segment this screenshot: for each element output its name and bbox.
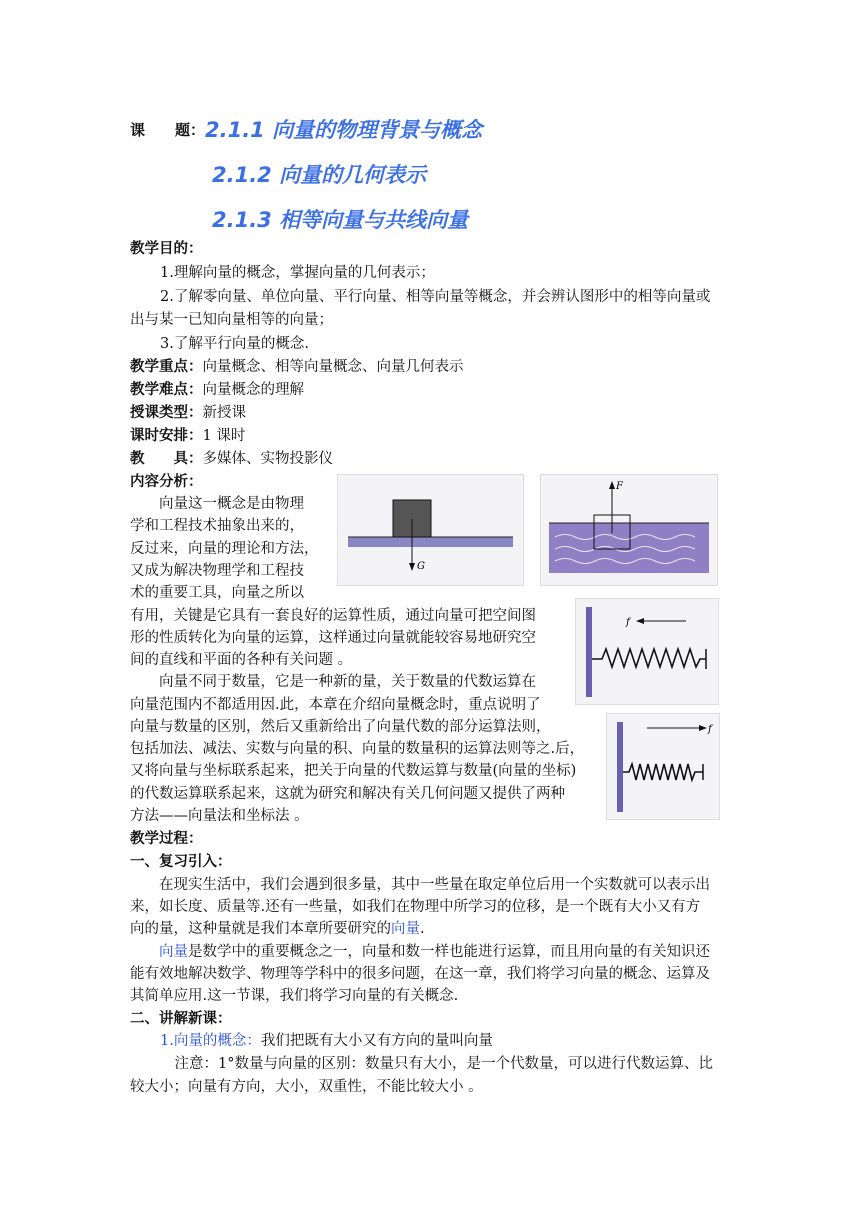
- meta-schedule: 课时安排：1 课时: [130, 427, 246, 444]
- figure-buoyancy-drawing: [541, 475, 717, 585]
- figure-spring-left-drawing: [576, 599, 718, 704]
- analysis-line: 向量范围内不都适用因.此，本章在介绍向量概念时，重点说明了: [130, 697, 541, 713]
- section-new-lesson-heading: 二、讲解新课：: [130, 1010, 232, 1027]
- analysis-line: 方法——向量法和坐标法 。: [130, 808, 309, 824]
- aims-heading: 教学目的：: [130, 240, 203, 257]
- analysis-line: 向量与数量的区别，然后又重新给出了向量代数的部分运算法则，: [130, 719, 551, 735]
- meta-tools: 教 具：多媒体、实物投影仪: [130, 450, 333, 467]
- figure-buoyancy: [540, 474, 718, 586]
- svg-text:F: F: [616, 481, 623, 492]
- title-2-1-3: 2.1.3 相等向量与共线向量: [212, 208, 469, 232]
- svg-text:f: f: [626, 617, 630, 628]
- analysis-line: 又将向量与坐标联系起来，把关于向量的代数运算与数量(向量的坐标): [130, 763, 577, 779]
- vector-para-line: 向量是数学中的重要概念之一，向量和数一样也能进行运算，而且用向量的有关知识还: [159, 944, 710, 960]
- meta-lesson-type: 授课类型：新授课: [130, 404, 246, 421]
- title-2-1-2: 2.1.2 向量的几何表示: [212, 163, 427, 187]
- section-review-heading: 一、复习引入：: [130, 853, 232, 870]
- svg-text:f: f: [708, 724, 712, 735]
- note-line: 较大小；向量有方向，大小，双重性，不能比较大小 。: [130, 1079, 483, 1095]
- analysis-line: 向量这一概念是由物理: [130, 496, 304, 512]
- analysis-line: 向量不同于数量，它是一种新的量，关于数量的代数运算在: [130, 674, 536, 690]
- figure-spring-left: [575, 598, 719, 705]
- aim-3: 3.了解平行向量的概念.: [160, 336, 309, 352]
- meta-difficulty: 教学难点：向量概念的理解: [130, 381, 304, 398]
- review-para-line: 向的量，这种量就是我们本章所要研究的向量.: [130, 921, 425, 937]
- analysis-heading: 内容分析：: [130, 473, 203, 490]
- topic-label: 课 题：: [130, 121, 206, 139]
- aim-2-cont: 出与某一已知向量相等的向量；: [130, 312, 333, 328]
- figure-gravity: [337, 474, 524, 586]
- review-para-line: 来，如长度、质量等.还有一些量，如我们在物理中所学习的位移，是一个既有大小又有方: [130, 899, 701, 915]
- figure-spring-right: [606, 713, 720, 820]
- svg-text:G: G: [417, 561, 425, 572]
- term-vector: 向量: [159, 944, 188, 960]
- analysis-line: 的代数运算联系起来，这就为研究和解决有关几何问题又提供了两种: [130, 786, 565, 802]
- aim-2: 2.了解零向量、单位向量、平行向量、相等向量等概念，并会辨认图形中的相等向量或: [160, 289, 711, 305]
- analysis-line: 反过来，向量的理论和方法，: [130, 541, 319, 557]
- figure-gravity-drawing: [338, 475, 523, 585]
- vector-para-line: 其简单应用.这一节课，我们将学习向量的有关概念.: [130, 988, 459, 1004]
- analysis-line: 间的直线和平面的各种有关问题 。: [130, 652, 353, 668]
- figure-spring-right-drawing: [607, 714, 719, 819]
- note-line: 注意：1°数量与向量的区别：数量只有大小，是一个代数量，可以进行代数运算、比: [160, 1056, 713, 1072]
- meta-key-points: 教学重点：向量概念、相等向量概念、向量几何表示: [130, 358, 464, 375]
- analysis-line: 学和工程技术抽象出来的，: [130, 518, 304, 534]
- analysis-line: 形的性质转化为向量的运算，这样通过向量就能较容易地研究空: [130, 630, 536, 646]
- vector-para-line: 能有效地解决数学、物理等学科中的很多问题，在这一章，我们将学习向量的概念、运算及: [130, 966, 710, 982]
- aim-1: 1.理解向量的概念，掌握向量的几何表示；: [160, 265, 435, 281]
- vector-definition: 1.向量的概念：我们把既有大小又有方向的量叫向量: [160, 1033, 493, 1049]
- analysis-line: 术的重要工具，向量之所以: [130, 585, 304, 601]
- title-2-1-1: 2.1.1 向量的物理背景与概念: [205, 118, 483, 142]
- process-heading: 教学过程：: [130, 830, 203, 847]
- analysis-line: 有用，关键是它具有一套良好的运算性质，通过向量可把空间图: [130, 608, 536, 624]
- analysis-line: 包括加法、减法、实数与向量的积、向量的数量积的运算法则等之.后，: [130, 741, 585, 757]
- term-vector: 向量: [391, 921, 420, 937]
- analysis-line: 又成为解决物理学和工程技: [130, 563, 304, 579]
- review-para-line: 在现实生活中，我们会遇到很多量，其中一些量在取定单位后用一个实数就可以表示出: [130, 877, 710, 893]
